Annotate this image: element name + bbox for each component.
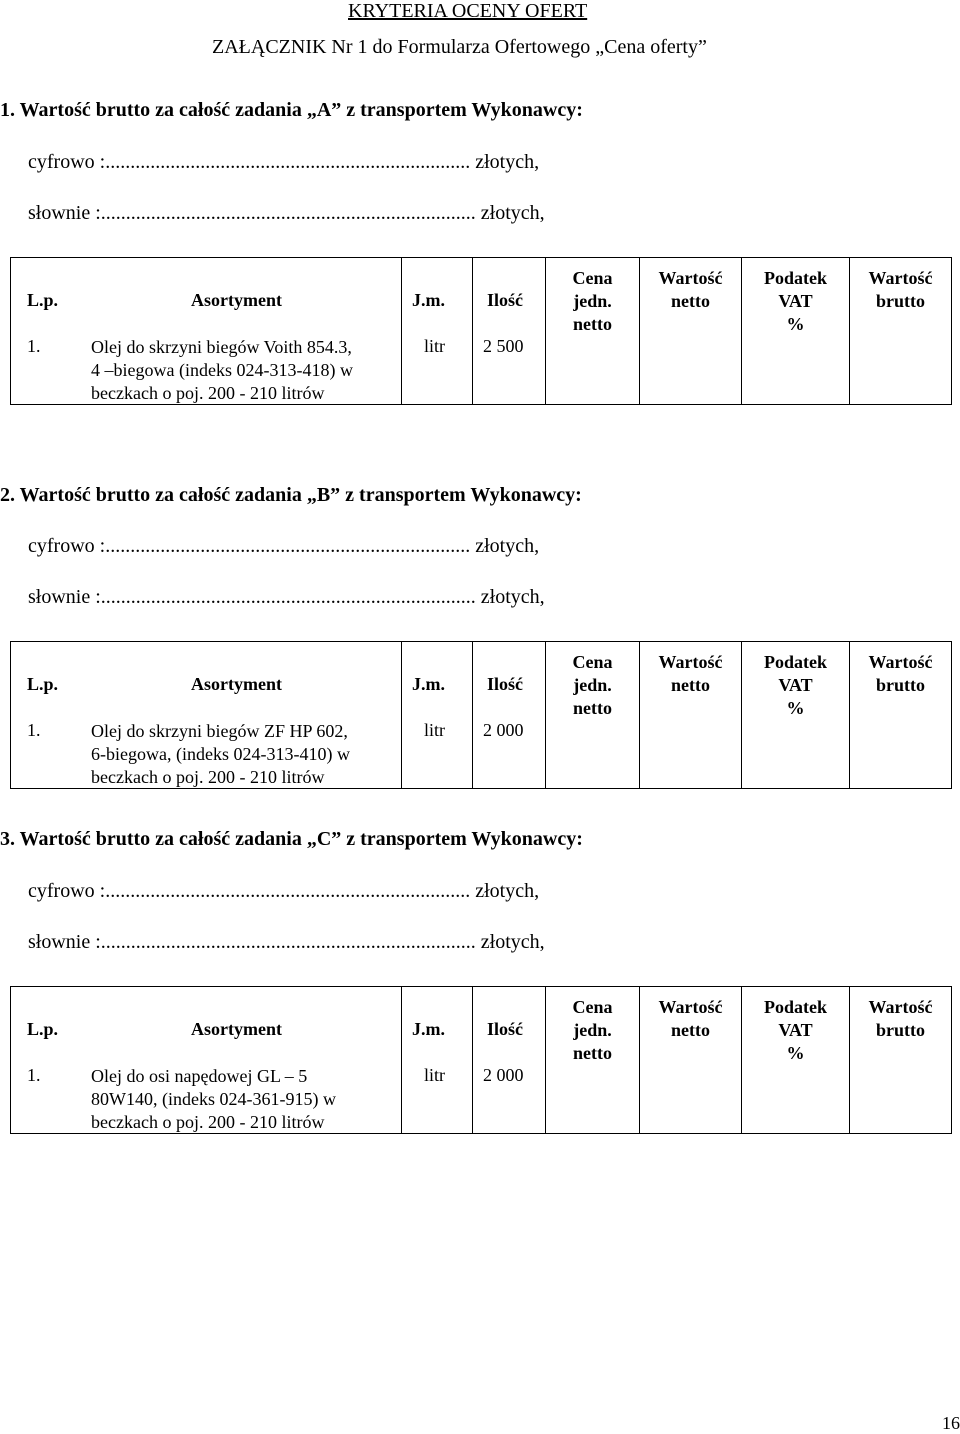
table-b-product-cell xyxy=(11,642,402,789)
table-a-netto-cell[interactable] xyxy=(640,258,742,405)
row-number: 1. xyxy=(27,1065,41,1085)
wartosc-netto-header: Wartość netto xyxy=(658,997,723,1040)
table-b-price-cell[interactable] xyxy=(546,642,640,789)
document-subtitle: ZAŁĄCZNIK Nr 1 do Formularza Ofertowego „Cena oferty” xyxy=(212,36,707,58)
cena-header: Cena jedn. netto xyxy=(572,652,613,718)
table-c-price-cell[interactable] xyxy=(546,987,640,1134)
row-unit: litr xyxy=(424,1065,445,1085)
asortyment-header: Asortyment xyxy=(191,1019,282,1039)
cena-header: Cena jedn. netto xyxy=(572,268,613,334)
row-description: Olej do osi napędowej GL – 5 80W140, (indeks 024-361-915) w beczkach o poj. 200 - 210 litrów xyxy=(91,1066,336,1132)
lp-header: L.p. xyxy=(27,290,59,310)
jm-header: J.m. xyxy=(412,674,445,694)
table-a-vat-cell[interactable] xyxy=(742,258,850,405)
ilosc-header: Ilość xyxy=(487,674,523,694)
table-a-brutto-cell[interactable] xyxy=(850,258,952,405)
jm-header: J.m. xyxy=(412,290,445,310)
table-c-unit-cell xyxy=(402,987,473,1134)
table-b-qty-cell xyxy=(473,642,546,789)
section-a-slownie: słownie :........................................................................... złotych, xyxy=(28,202,545,224)
row-quantity: 2 500 xyxy=(483,336,524,356)
section-b-cyfrowo: cyfrowo :......................................................................... złotych, xyxy=(28,535,540,557)
row-quantity: 2 000 xyxy=(483,720,524,740)
wartosc-netto-header: Wartość netto xyxy=(658,652,723,695)
section-c-cyfrowo: cyfrowo :......................................................................... złotych, xyxy=(28,880,540,902)
table-a-price-cell[interactable] xyxy=(546,258,640,405)
section-c-slownie: słownie :........................................................................... złotych, xyxy=(28,931,545,953)
wartosc-brutto-header: Wartość brutto xyxy=(868,652,933,695)
lp-header: L.p. xyxy=(27,1019,59,1039)
section-a-heading: 1. Wartość brutto za całość zadania „A” z transportem Wykonawcy: xyxy=(0,99,583,121)
table-c-brutto-cell[interactable] xyxy=(850,987,952,1134)
row-description: Olej do skrzyni biegów ZF HP 602, 6-biegowa, (indeks 024-313-410) w beczkach o poj. 200 - 210 litrów xyxy=(91,721,350,787)
row-description: Olej do skrzyni biegów Voith 854.3, 4 –biegowa (indeks 024-313-418) w beczkach o poj. 200 - 210 litrów xyxy=(91,337,353,403)
table-c-product-cell xyxy=(11,987,402,1134)
row-quantity: 2 000 xyxy=(483,1065,524,1085)
table-c-vat-cell[interactable] xyxy=(742,987,850,1134)
section-b-slownie: słownie :........................................................................... złotych, xyxy=(28,586,545,608)
row-number: 1. xyxy=(27,336,41,356)
table-b-netto-cell[interactable] xyxy=(640,642,742,789)
wartosc-brutto-header: Wartość brutto xyxy=(868,268,933,311)
vat-header: Podatek VAT % xyxy=(764,268,827,334)
document-title: KRYTERIA OCENY OFERT xyxy=(348,0,588,22)
row-unit: litr xyxy=(424,720,445,740)
section-b-heading: 2. Wartość brutto za całość zadania „B” z transportem Wykonawcy: xyxy=(0,484,582,506)
section-c-heading: 3. Wartość brutto za całość zadania „C” z transportem Wykonawcy: xyxy=(0,828,583,850)
table-c-qty-cell xyxy=(473,987,546,1134)
page-number: 16 xyxy=(942,1413,960,1433)
table-b-brutto-cell[interactable] xyxy=(850,642,952,789)
asortyment-header: Asortyment xyxy=(191,290,282,310)
vat-header: Podatek VAT % xyxy=(764,997,827,1063)
table-a-qty-cell xyxy=(473,258,546,405)
lp-header: L.p. xyxy=(27,674,59,694)
cena-header: Cena jedn. netto xyxy=(572,997,613,1063)
ilosc-header: Ilość xyxy=(487,290,523,310)
table-a-product-cell xyxy=(11,258,402,405)
section-a-cyfrowo: cyfrowo :......................................................................... złotych, xyxy=(28,151,540,173)
wartosc-brutto-header: Wartość brutto xyxy=(868,997,933,1040)
offer-table-b xyxy=(10,641,952,789)
table-b-unit-cell xyxy=(402,642,473,789)
table-a-unit-cell xyxy=(402,258,473,405)
offer-table-c xyxy=(10,986,952,1134)
jm-header: J.m. xyxy=(412,1019,445,1039)
row-unit: litr xyxy=(424,336,445,356)
offer-table-a xyxy=(10,257,952,405)
table-c-netto-cell[interactable] xyxy=(640,987,742,1134)
asortyment-header: Asortyment xyxy=(191,674,282,694)
wartosc-netto-header: Wartość netto xyxy=(658,268,723,311)
row-number: 1. xyxy=(27,720,41,740)
vat-header: Podatek VAT % xyxy=(764,652,827,718)
ilosc-header: Ilość xyxy=(487,1019,523,1039)
table-b-vat-cell[interactable] xyxy=(742,642,850,789)
